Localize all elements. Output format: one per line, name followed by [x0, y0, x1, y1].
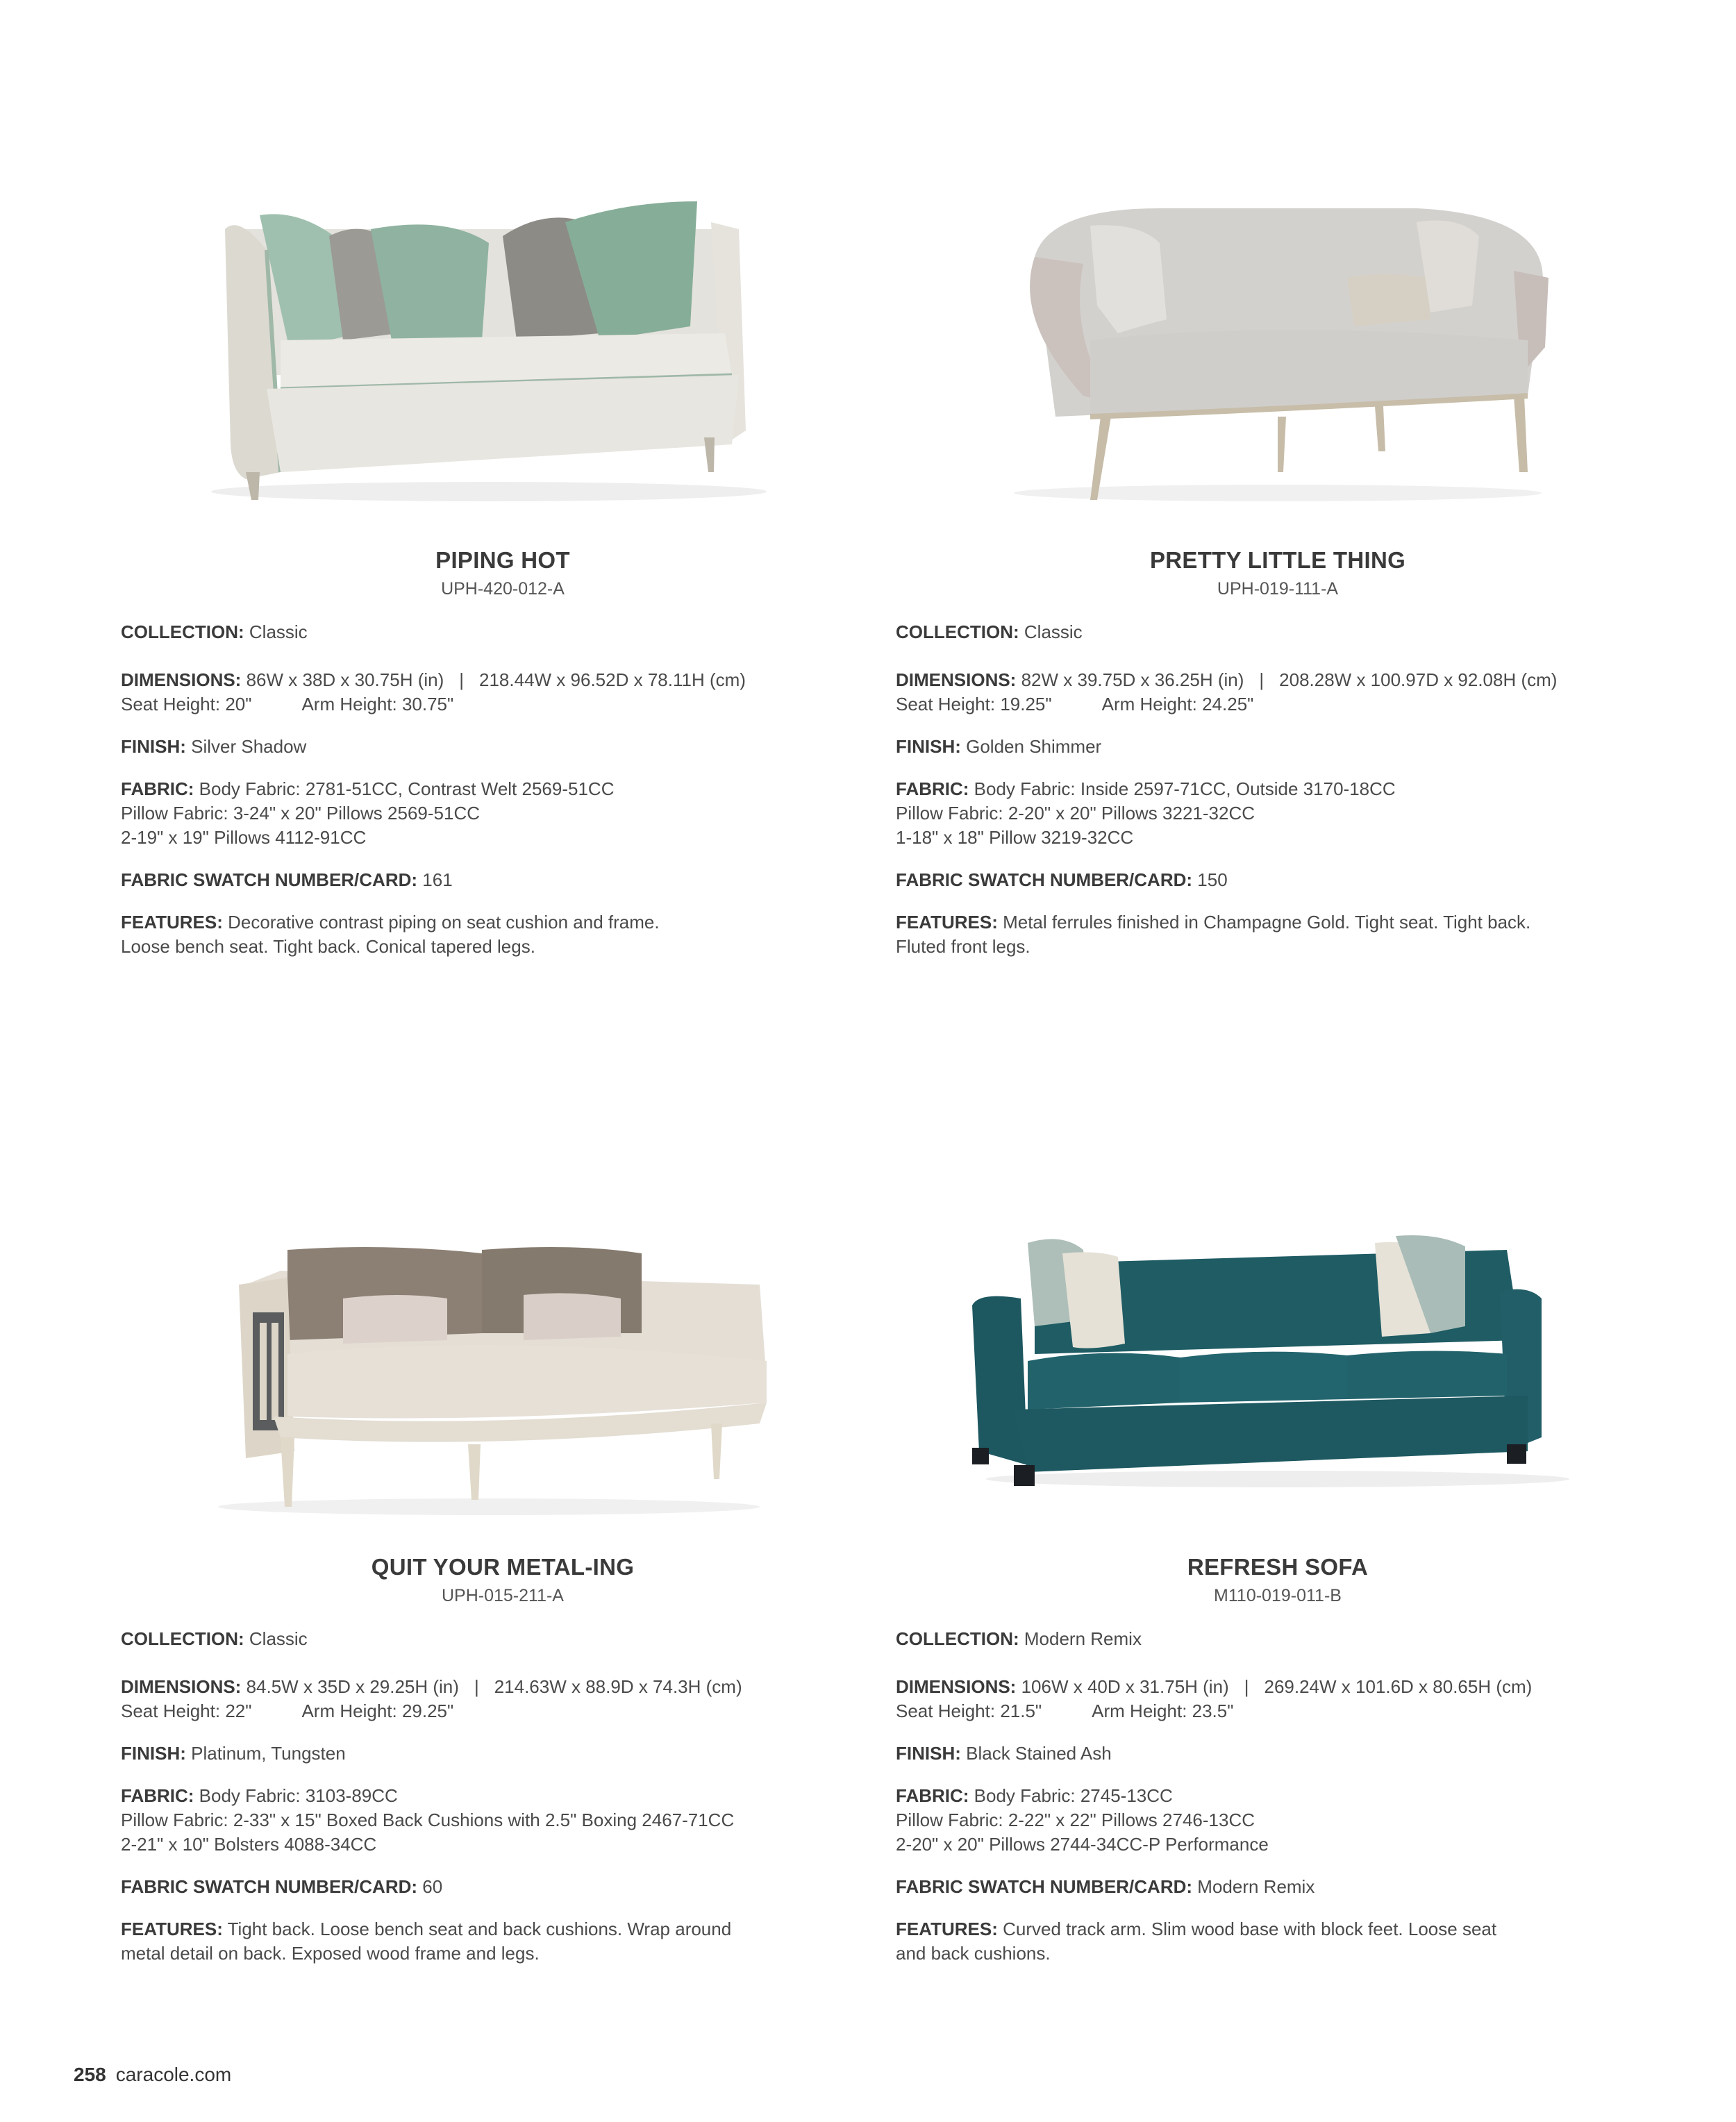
fabric-row [121, 1784, 885, 1857]
finish-row [896, 735, 1660, 759]
dimensions-separator: | [459, 669, 465, 690]
finish-label: FINISH: [896, 1743, 961, 1764]
swatch-row [896, 868, 1660, 892]
dimensions-label: DIMENSIONS: [896, 669, 1017, 690]
collection-row [896, 1627, 1660, 1651]
fabric-line: Pillow Fabric: 2-20" x 20" Pillows 3221-32CC [896, 803, 1255, 824]
dimensions-inches: 106W x 40D x 31.75H (in) [1021, 1676, 1229, 1697]
product-card-piping-hot [121, 167, 885, 977]
fabric-line: 2-19" x 19" Pillows 4112-91CC [121, 827, 367, 848]
fabric-line: 2-21" x 10" Bolsters 4088-34CC [121, 1834, 377, 1855]
fabric-line: 2-20" x 20" Pillows 2744-34CC-P Performance [896, 1834, 1269, 1855]
fabric-line: Pillow Fabric: 2-22" x 22" Pillows 2746-13CC [896, 1810, 1255, 1830]
fabric-line: Pillow Fabric: 3-24" x 20" Pillows 2569-51CC [121, 803, 481, 824]
fabric-label: FABRIC: [896, 778, 969, 799]
product-card-quit-your-metal-ing [121, 1173, 885, 1984]
fabric-line: Body Fabric: 3103-89CC [199, 1785, 398, 1806]
collection-label: COLLECTION: [896, 1628, 1019, 1649]
page-number: 258 [74, 2064, 106, 2085]
finish-value: Black Stained Ash [966, 1743, 1112, 1764]
dimensions-cm: 214.63W x 88.9D x 74.3H (cm) [494, 1676, 742, 1697]
fabric-line: 1-18" x 18" Pillow 3219-32CC [896, 827, 1134, 848]
features-line: and back cushions. [896, 1943, 1051, 1964]
collection-row [121, 1627, 885, 1651]
arm-height: Arm Height: 23.5" [1092, 1701, 1234, 1721]
fabric-line: Body Fabric: Inside 2597-71CC, Outside 3170-18CC [974, 778, 1396, 799]
finish-row [121, 1741, 885, 1766]
features-line: Curved track arm. Slim wood base with block feet. Loose seat [1003, 1919, 1497, 1939]
features-label: FEATURES: [896, 912, 998, 933]
collection-value: Modern Remix [1024, 1628, 1142, 1649]
dimensions-inches: 86W x 38D x 30.75H (in) [246, 669, 444, 690]
dimensions-inches: 82W x 39.75D x 36.25H (in) [1021, 669, 1244, 690]
fabric-label: FABRIC: [121, 1785, 194, 1806]
features-line: Decorative contrast piping on seat cushion and frame. [228, 912, 660, 933]
seat-height: Seat Height: 20" [121, 694, 252, 715]
dimensions-cm: 208.28W x 100.97D x 92.08H (cm) [1279, 669, 1558, 690]
finish-label: FINISH: [896, 736, 961, 757]
product-sku: UPH-015-211-A [441, 1586, 564, 1605]
features-label: FEATURES: [896, 1919, 998, 1939]
product-card-pretty-little-thing [896, 167, 1660, 977]
finish-value: Silver Shadow [191, 736, 307, 757]
product-sku: UPH-019-111-A [1217, 579, 1339, 599]
features-line: metal detail on back. Exposed wood frame and legs. [121, 1943, 540, 1964]
product-sku: UPH-420-012-A [441, 579, 565, 599]
fabric-line: Pillow Fabric: 2-33" x 15" Boxed Back Cushions with 2.5" Boxing 2467-71CC [121, 1810, 735, 1830]
features-line: Metal ferrules finished in Champagne Gold. Tight seat. Tight back. [1003, 912, 1531, 933]
finish-label: FINISH: [121, 736, 186, 757]
collection-label: COLLECTION: [121, 1628, 244, 1649]
product-name: REFRESH SOFA [1187, 1554, 1369, 1580]
dimensions-cm: 218.44W x 96.52D x 78.11H (cm) [479, 669, 746, 690]
features-line: Fluted front legs. [896, 936, 1030, 957]
finish-row [896, 1741, 1660, 1766]
swatch-row [121, 868, 885, 892]
collection-value: Classic [249, 1628, 308, 1649]
collection-row [121, 620, 885, 644]
collection-value: Classic [1024, 621, 1083, 642]
dimensions-inches: 84.5W x 35D x 29.25H (in) [246, 1676, 459, 1697]
swatch-label: FABRIC SWATCH NUMBER/CARD: [896, 1876, 1193, 1897]
dimensions-label: DIMENSIONS: [121, 669, 242, 690]
finish-label: FINISH: [121, 1743, 186, 1764]
dimensions-row [121, 668, 885, 717]
page-footer [74, 2064, 231, 2086]
finish-row [121, 735, 885, 759]
swatch-row [896, 1875, 1660, 1899]
features-line: Tight back. Loose bench seat and back cushions. Wrap around [227, 1919, 732, 1939]
arm-height: Arm Height: 29.25" [301, 1701, 454, 1721]
product-card-refresh-sofa [896, 1173, 1660, 1984]
dimensions-separator: | [1244, 1676, 1249, 1697]
collection-label: COLLECTION: [896, 621, 1019, 642]
product-name: PRETTY LITTLE THING [1149, 547, 1406, 573]
product-photo-quit-your-metal-ing [156, 1173, 850, 1535]
product-photo-pretty-little-thing [930, 167, 1625, 528]
product-name: PIPING HOT [435, 547, 570, 573]
seat-height: Seat Height: 19.25" [896, 694, 1052, 715]
collection-value: Classic [249, 621, 308, 642]
features-label: FEATURES: [121, 1919, 223, 1939]
features-row [896, 1917, 1660, 1966]
collection-label: COLLECTION: [121, 621, 244, 642]
dimensions-row [896, 1675, 1660, 1723]
dimensions-row [896, 668, 1660, 717]
arm-height: Arm Height: 30.75" [301, 694, 454, 715]
swatch-value: Modern Remix [1197, 1876, 1315, 1897]
seat-height: Seat Height: 22" [121, 1701, 252, 1721]
fabric-label: FABRIC: [896, 1785, 969, 1806]
seat-height: Seat Height: 21.5" [896, 1701, 1042, 1721]
fabric-line: Body Fabric: 2745-13CC [974, 1785, 1173, 1806]
dimensions-cm: 269.24W x 101.6D x 80.65H (cm) [1264, 1676, 1533, 1697]
arm-height: Arm Height: 24.25" [1101, 694, 1254, 715]
features-label: FEATURES: [121, 912, 223, 933]
swatch-value: 150 [1197, 869, 1228, 890]
swatch-value: 60 [422, 1876, 443, 1897]
collection-row [896, 620, 1660, 644]
fabric-line: Body Fabric: 2781-51CC, Contrast Welt 2569-51CC [199, 778, 615, 799]
website-link[interactable]: caracole.com [115, 2064, 232, 2085]
finish-value: Golden Shimmer [966, 736, 1102, 757]
swatch-row [121, 1875, 885, 1899]
fabric-row [121, 777, 885, 850]
fabric-label: FABRIC: [121, 778, 194, 799]
swatch-label: FABRIC SWATCH NUMBER/CARD: [121, 1876, 418, 1897]
swatch-value: 161 [422, 869, 453, 890]
swatch-label: FABRIC SWATCH NUMBER/CARD: [896, 869, 1193, 890]
dimensions-separator: | [1259, 669, 1265, 690]
dimensions-label: DIMENSIONS: [121, 1676, 242, 1697]
dimensions-row [121, 1675, 885, 1723]
dimensions-label: DIMENSIONS: [896, 1676, 1017, 1697]
swatch-label: FABRIC SWATCH NUMBER/CARD: [121, 869, 418, 890]
fabric-row [896, 1784, 1660, 1857]
product-photo-refresh-sofa [930, 1173, 1625, 1535]
product-photo-piping-hot [156, 167, 850, 528]
product-name: QUIT YOUR METAL-ING [371, 1554, 635, 1580]
features-row [121, 1917, 885, 1966]
finish-value: Platinum, Tungsten [191, 1743, 346, 1764]
features-line: Loose bench seat. Tight back. Conical tapered legs. [121, 936, 535, 957]
features-row [121, 910, 885, 959]
product-sku: M110-019-011-B [1214, 1586, 1342, 1605]
dimensions-separator: | [474, 1676, 479, 1697]
fabric-row [896, 777, 1660, 850]
features-row [896, 910, 1660, 959]
